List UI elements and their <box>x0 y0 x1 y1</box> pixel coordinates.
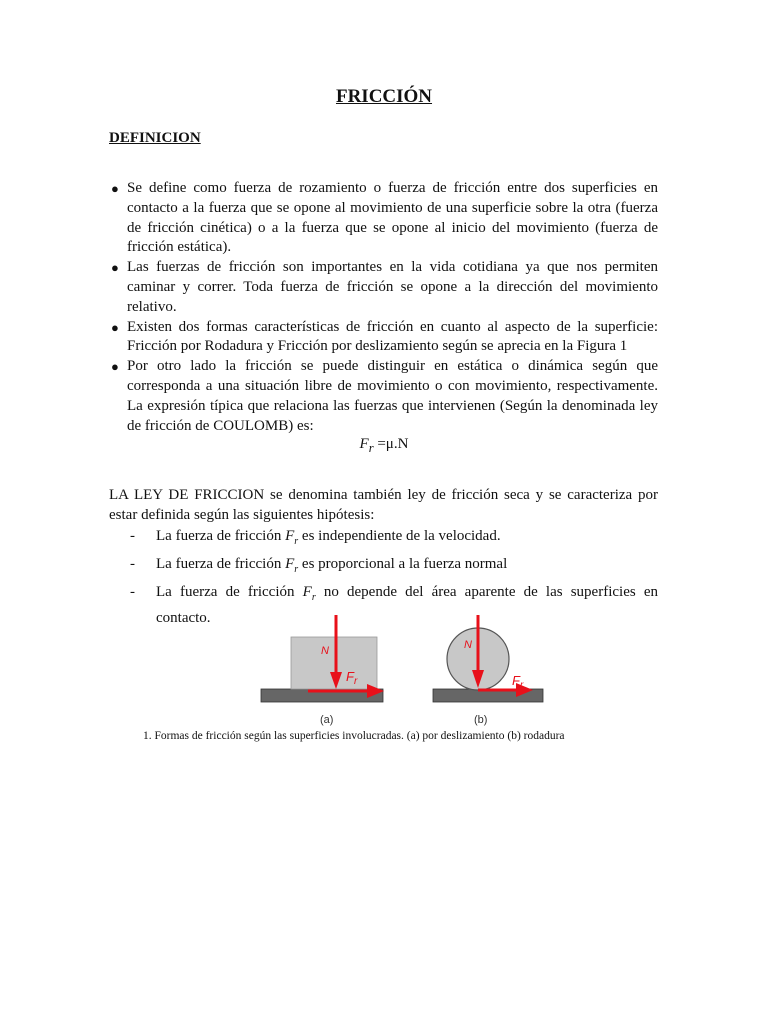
bullet-item <box>109 179 658 258</box>
law-intro-paragraph: LA LEY DE FRICCION se denomina también ley de fricción seca y se caracteriza por estar definida según las siguientes hipótesis: <box>109 487 658 523</box>
bullet-icon: ● <box>111 359 119 375</box>
friction-label-b: $F_r$ <box>512 673 524 691</box>
hypothesis-after: es independiente de la velocidad. <box>298 528 501 544</box>
hypothesis-before: La fuerza de fricción <box>156 584 303 600</box>
bullet-text: Se define como fuerza de rozamiento o fuerza de fricción entre dos superficies en contacto a la fuerza que se opone al movimiento de una superficie sobre la otra (fuerza de fricción cinética) o a la fuerza que se opone al inicio del movimiento (fuerza de fricción estática). <box>127 180 658 256</box>
formula-lhs: F <box>359 436 369 452</box>
bullet-text: Las fuerzas de fricción son importantes en la vida cotidiana ya que nos permiten caminar y correr. Toda fuerza de fricción se opone a la dirección del movimiento relativo. <box>127 259 658 315</box>
hypothesis-item <box>127 554 658 580</box>
figure-label-b: (b) <box>474 714 488 726</box>
hypothesis-before: La fuerza de fricción <box>156 528 286 544</box>
bullet-icon: ● <box>111 260 119 276</box>
figure-label-a: (a) <box>320 714 334 726</box>
bullet-icon: ● <box>111 319 119 335</box>
friction-label-a: $F_r$ <box>346 669 358 687</box>
formula-lhs-sub: r <box>368 441 374 455</box>
section-heading: DEFINICION <box>109 130 201 146</box>
bullet-text: Existen dos formas características de fricción en cuanto al aspecto de la superficie: Fricción por Rodadura y Fricción por deslizamiento según se aprecia en la Figura 1 <box>127 318 658 355</box>
definition-bullet-list <box>109 179 658 436</box>
friction-diagram <box>258 612 548 727</box>
hypothesis-after: no depende del área aparente de las superficies en contacto. <box>156 584 658 626</box>
bullet-item <box>109 258 658 317</box>
coulomb-formula <box>0 436 768 456</box>
hypothesis-after: es proporcional a la fuerza normal <box>298 556 508 572</box>
bullet-icon: ● <box>111 181 119 196</box>
figure-caption: 1. Formas de fricción según las superficies involucradas. (a) por deslizamiento (b) rodadura <box>143 730 565 742</box>
formula-rhs: =μ.N <box>373 436 409 452</box>
hypothesis-before: La fuerza de fricción <box>156 556 286 572</box>
fr-symbol: $F_r$ <box>285 556 299 575</box>
fr-symbol: $F_r$ <box>285 528 299 547</box>
hypothesis-item <box>127 526 658 552</box>
friction-figure <box>258 612 548 727</box>
dash-icon: - <box>130 584 135 600</box>
dash-icon: - <box>130 556 135 572</box>
bullet-item <box>109 357 658 436</box>
normal-label-b: N <box>464 639 472 651</box>
normal-label-a: N <box>321 645 329 657</box>
bullet-item <box>109 318 658 358</box>
fr-symbol: $F_r$ <box>302 584 316 603</box>
page-title: FRICCIÓN <box>335 86 433 107</box>
dash-icon: - <box>130 528 135 544</box>
bullet-text: Por otro lado la fricción se puede distinguir en estática o dinámica según que corresponda a una situación libre de movimiento o con movimiento, respectivamente. La expresión típica que relaciona las fuerzas que intervienen (Según la denominada ley de fricción de COULOMB) es: <box>127 358 658 434</box>
